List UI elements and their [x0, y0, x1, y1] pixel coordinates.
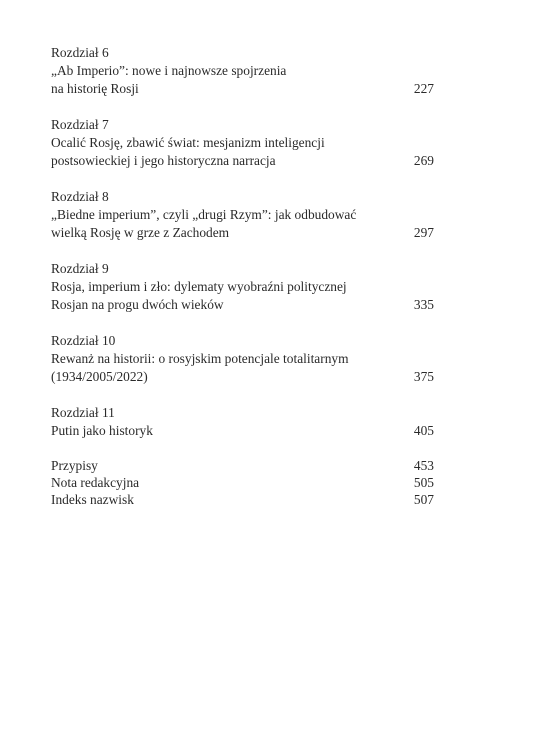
chapter-title-line	[51, 134, 434, 152]
chapter-title-text: Putin jako historyk	[51, 423, 153, 438]
page-number: 375	[413, 369, 434, 384]
chapter-title-text: Rosja, imperium i zło: dylematy wyobraźni politycznej	[51, 279, 347, 294]
toc-entry-chapter-9	[51, 260, 434, 314]
entry-title: Nota redakcyjna	[51, 475, 140, 490]
chapter-label: Rozdział 9	[51, 261, 109, 276]
page-number: 505	[413, 475, 434, 490]
table-of-contents	[51, 44, 434, 508]
toc-entry-chapter-11	[51, 404, 434, 440]
toc-entry-chapter-6	[51, 44, 434, 98]
toc-entry-chapter-10	[51, 332, 434, 386]
chapter-label: Rozdział 10	[51, 333, 116, 348]
page-number: 335	[413, 297, 434, 312]
entry-title: Indeks nazwisk	[51, 492, 134, 507]
chapter-title-line	[51, 152, 434, 170]
toc-entry-name-index	[51, 491, 434, 508]
chapter-label: Rozdział 6	[51, 45, 109, 60]
chapter-title-line	[51, 296, 434, 314]
page-number: 227	[413, 81, 434, 96]
chapter-title-text: Rewanż na historii: o rosyjskim potencjale totalitarnym	[51, 351, 349, 366]
page-number: 405	[413, 423, 434, 438]
page-number: 269	[413, 153, 434, 168]
page-number: 297	[413, 225, 434, 240]
chapter-title-text: „Biedne imperium”, czyli „drugi Rzym”: jak odbudować	[51, 207, 357, 222]
chapter-title-line	[51, 206, 434, 224]
toc-entry-chapter-7	[51, 116, 434, 170]
chapter-title-text: wielką Rosję w grze z Zachodem	[51, 225, 230, 240]
chapter-label: Rozdział 11	[51, 405, 115, 420]
page-number: 507	[413, 492, 434, 507]
chapter-title-line	[51, 62, 434, 80]
chapter-title-line	[51, 368, 434, 386]
chapter-title-line	[51, 224, 434, 242]
chapter-title-line	[51, 350, 434, 368]
chapter-title-text: postsowieckiej i jego historyczna narracja	[51, 153, 276, 168]
chapter-label: Rozdział 7	[51, 117, 109, 132]
toc-entry-editorial-note	[51, 474, 434, 491]
entry-title: Przypisy	[51, 458, 98, 473]
toc-entry-notes	[51, 457, 434, 474]
chapter-title-text: (1934/2005/2022)	[51, 369, 148, 384]
chapter-title-line	[51, 278, 434, 296]
chapter-title-text: „Ab Imperio”: nowe i najnowsze spojrzenia	[51, 63, 287, 78]
chapter-title-text: Rosjan na progu dwóch wieków	[51, 297, 224, 312]
chapter-title-text: Ocalić Rosję, zbawić świat: mesjanizm inteligencji	[51, 135, 325, 150]
chapter-title-line	[51, 80, 434, 98]
back-matter	[51, 457, 434, 508]
chapter-label: Rozdział 8	[51, 189, 109, 204]
chapter-title-text: na historię Rosji	[51, 81, 139, 96]
page-number: 453	[413, 458, 434, 473]
toc-entry-chapter-8	[51, 188, 434, 242]
chapter-title-line	[51, 422, 434, 440]
